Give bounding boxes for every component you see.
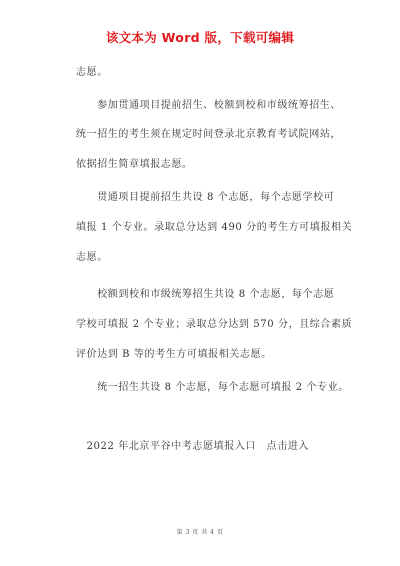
body-line-10: 评价达到 B 等的考生方可填报相关志愿。 [76,349,272,360]
body-line-9: 学校可填报 2 个专业；录取总分达到 570 分，且综合素质 [76,319,353,330]
body-line-4: 依据招生简章填报志愿。 [76,159,193,170]
page-number-footer: 第 3 页 共 4 页 [176,529,224,536]
body-line-7: 志愿。 [76,252,108,263]
body-line-6: 填报 1 个专业。录取总分达到 490 分的考生方可填报相关 [76,222,353,233]
body-line-3: 统一招生的考生须在规定时间登录北京教育考试院网站， [76,129,341,140]
word-version-banner: 该文本为 Word 版，下载可编辑 [105,30,295,45]
body-line-8: 校额到校和市级统筹招生共设 8 个志愿，每个志愿 [76,289,335,300]
entry-link-line[interactable]: 2022 年北京平谷中考志愿填报入口 点击进入 [76,441,310,452]
body-line-11: 统一招生共设 8 个志愿，每个志愿可填报 2 个专业。 [76,382,349,393]
body-line-2: 参加贯通项目提前招生、校额到校和市级统筹招生、 [76,100,341,111]
body-line-1: 志愿。 [76,67,108,78]
body-line-5: 贯通项目提前招生共设 8 个志愿，每个志愿学校可 [76,192,335,203]
